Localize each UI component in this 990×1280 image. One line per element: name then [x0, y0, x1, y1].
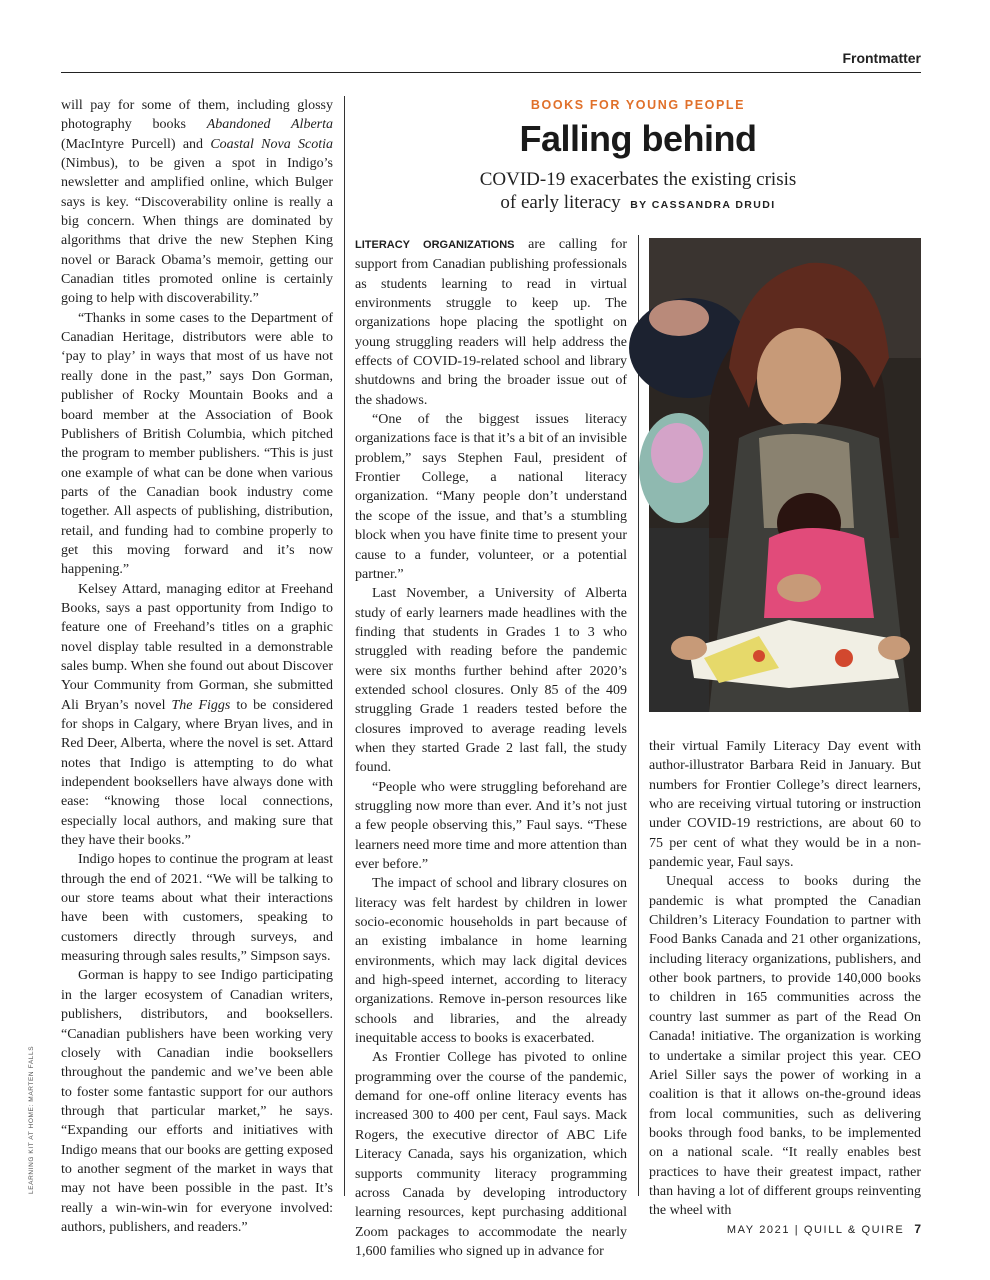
column-divider-1 — [344, 96, 345, 1196]
photo-credit: LEARNING KIT AT HOME: MARTEN FALLS — [28, 1045, 35, 1194]
paragraph: Gorman is happy to see Indigo participating in the larger ecosystem of Canadian writers, publishers, distributors, and booksellers. “Canadian publishers have been working very closely with Canadian indie booksellers throughout the pandemic and we’ve been able to foster some fantastic support for our authors through that particular market,” he says. “Expanding our efforts and initiatives with Indigo means that our books are getting exposed to another segment of the market in ways that may not have been possible in the past. It’s really a win-win-win for everyone involved: authors, publishers, and readers.” — [61, 968, 333, 1235]
article-dek — [355, 168, 921, 217]
paragraph: will pay for some of them, including glossy photography books Abandoned Alberta (MacIntyre Purcell) and Coastal Nova Scotia (Nimbus), to be given a spot in Indigo’s newsletter and amplified online, which Bulger says is key. “Discoverability online is really a big concern. When things are dominated by algorithms that drive the new Stephen King novel or Barack Obama’s memoir, getting our Canadian titles promoted online is certainly going to help with discoverability.” — [61, 98, 333, 307]
paragraph: “One of the biggest issues literacy organizations face is that it’s a bit of an invisible problem,” says Stephen Faul, president of Frontier College, a national literacy organization. “Many people don’t understand the scope of the issue, and that’s a stumbling block when you have finite time to present your cause to a funder, volunteer, or a potential partner.” — [355, 412, 627, 582]
paragraph: “Thanks in some cases to the Department of Canadian Heritage, distributors were able to ‘pay to play’ in ways that most of us have not really done in the past,” says Don Gorman, publisher of Rocky Mountain Books and a board member at the Association of Book Publishers of British Columbia, which pitched the program to member publishers. “This is just one example of what can be done when various parts of the Canadian book industry come together. All aspects of publishing, distribution, retail, and funding had to combine properly to get this moving forward and it’s now happening.” — [61, 310, 333, 578]
lead-in: LITERACY ORGANIZATIONS — [355, 239, 515, 251]
paragraph: their virtual Family Literacy Day event with author-illustrator Barbara Reid in January. But numbers for Frontier College’s direct learners, who are receiving virtual tutoring or instruction under COVID-19 restrictions, are about 60 to 75 per cent of what they would be in a non-pandemic year, Faul says. — [649, 739, 921, 871]
paragraph: LITERACY ORGANIZATIONS are calling for support from Canadian publishing professionals as students learning to read in virtual environments struggle to keep up. The organizations hope placing the spotlight on young struggling readers will help address the effects of COVID-19-related school and library shutdowns and bring the broader issue out of the shadows. — [355, 237, 627, 408]
paragraph: Unequal access to books during the pandemic is what prompted the Canadian Children’s Literacy Foundation to partner with Food Banks Canada and 21 other organizations, including literacy organizations, publishers, and other book partners, to provide 140,000 books to children in 165 communities across the country last summer as part of the Read On Canada! initiative. The organization is working to undertake a similar project this year. CEO Ariel Siller says the power of working in a coalition is that it allows on-the-ground ideas from local communities, such as delivering books through food banks, to be implemented on a national scale. “It really enables best practices to have their greatest impact, rather than having a lot of different groups reinventing the wheel with — [649, 874, 921, 1219]
section-label: Frontmatter — [842, 50, 921, 66]
article-photo — [649, 238, 921, 712]
paragraph: The impact of school and library closures on literacy was felt hardest by children in lower socio-economic households in part because of an existing imbalance in home learning environments, which may lack digital devices and high-speed internet, according to literacy organizations. Remove in-person resources like schools and libraries, and the already inequitable access to books is exacerbated. — [355, 876, 627, 1047]
dek-line-1: COVID-19 exacerbates the existing crisis — [479, 169, 797, 190]
page-footer — [727, 1222, 921, 1236]
issue-info: MAY 2021 | QUILL & QUIRE — [726, 1224, 905, 1236]
dek-line-2: of early literacy BY CASSANDRA DRUDI — [500, 192, 776, 213]
paragraph: Indigo hopes to continue the program at least through the end of 2021. “We will be talking to our store teams about what their interactions have been with customers, speaking to customers directly through surveys, and measuring through sales results,” Simpson says. — [61, 852, 333, 965]
column-3 — [649, 737, 921, 1219]
paragraph: Kelsey Attard, managing editor at Freehand Books, says a past opportunity from Indigo to feature one of Freehand’s titles on a graphic novel display table resulted in a demonstrable sales bump. When she found out about Discover Your Community from Gorman, she submitted Ali Bryan’s novel The Figgs to be considered for shops in Calgary, where Bryan lives, and in Red Deer, Alberta, where the novel is set. Attard notes that Indigo is attempting to do what independent booksellers have always done with ease: “knowing those local connections, especially local authors, and making sure that they have their books.” — [61, 581, 334, 849]
header-rule — [61, 72, 921, 73]
article-kicker: BOOKS FOR YOUNG PEOPLE — [530, 98, 746, 112]
byline: BY CASSANDRA DRUDI — [630, 199, 776, 211]
column-divider-2 — [638, 235, 639, 1196]
paragraph: “People who were struggling beforehand are struggling now more than ever. And it’s not just a few people observing this,” Faul says. “These learners need more time and more attention than ever before.” — [355, 779, 627, 872]
column-1 — [61, 96, 334, 1235]
column-2 — [355, 235, 627, 1259]
article-headline: Falling behind — [519, 118, 757, 159]
paragraph: As Frontier College has pivoted to online programming over the course of the pandemic, demand for one-off online literacy events has increased 300 to 400 per cent, Faul says. Mack Rogers, the executive director of ABC Life Literacy Canada, says his organization, which supports community literacy programming across Canada by developing introductory learning resources, kept purchasing additional Zoom packages to accommodate the nearly 1,600 families who signed up in advance for — [355, 1050, 627, 1259]
paragraph: Last November, a University of Alberta study of early learners made headlines with the finding that students in Grades 1 to 3 who struggled with reading before the pandemic were six months further behind after 2020’s extended school closures. Only 85 of the 409 struggling Grade 1 readers tested before the closures improved to average reading levels when they started Grade 2 last fall, the study found. — [355, 586, 627, 776]
photo-illustration — [649, 238, 921, 712]
page-number: 7 — [914, 1222, 921, 1236]
